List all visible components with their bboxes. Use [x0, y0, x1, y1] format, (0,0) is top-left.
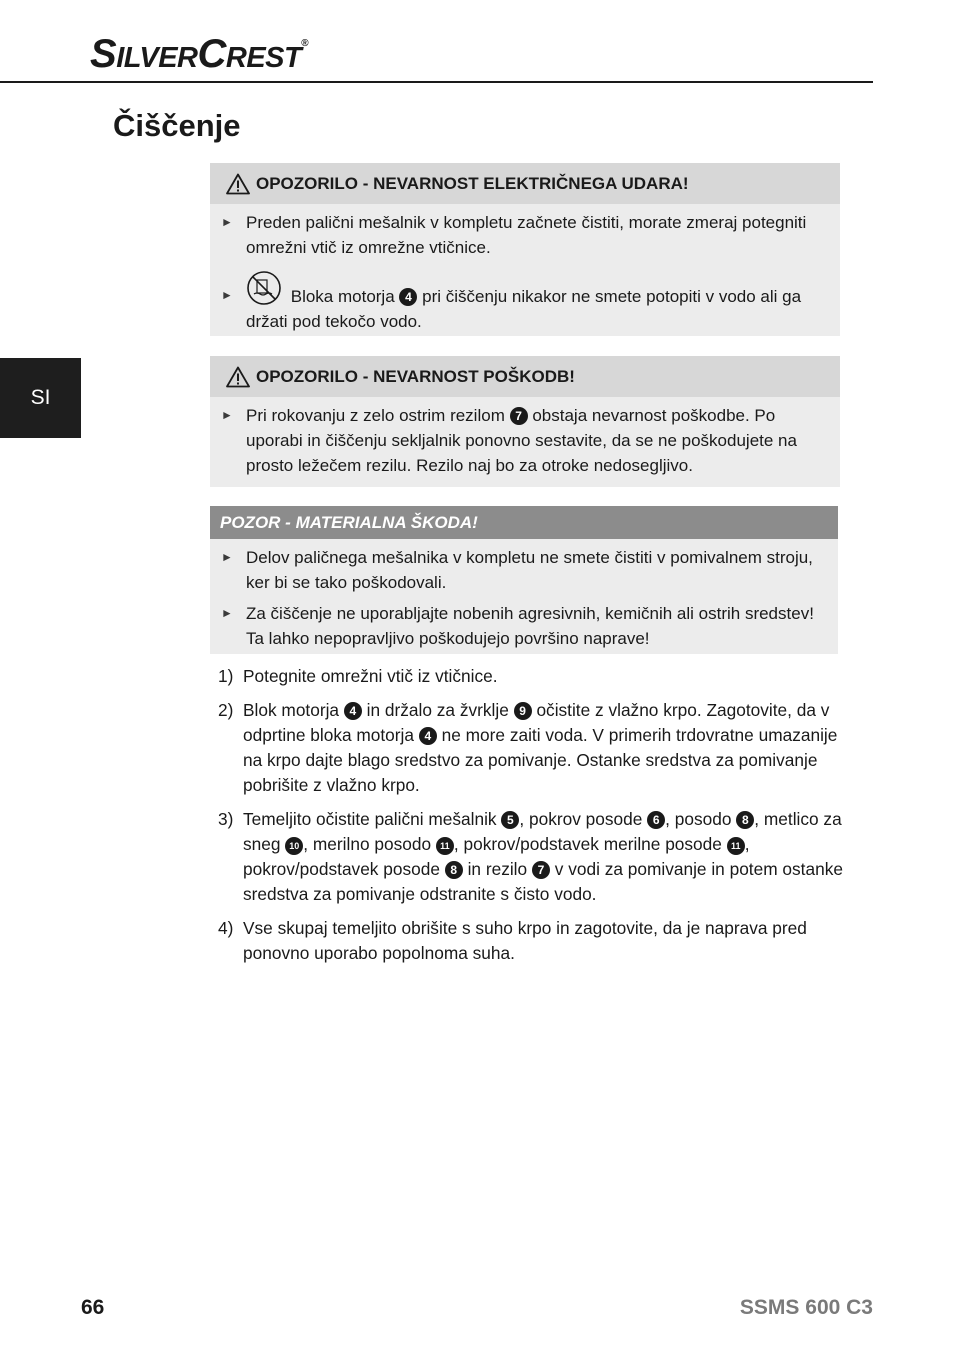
step-text: Potegnite omrežni vtič iz vtičnice. — [243, 666, 498, 686]
material-damage-caution-box — [210, 506, 838, 654]
bullet-arrow-icon: ► — [221, 215, 233, 229]
injury-warning-box — [210, 356, 840, 487]
caution-title: MATERIALNA ŠKODA! — [295, 512, 478, 532]
header-divider — [0, 81, 873, 83]
step-text: , pokrov/podstavek posode — [243, 834, 750, 879]
logo-letter: S — [90, 32, 117, 76]
caution-header — [210, 506, 838, 539]
part-number-badge: 10 — [285, 837, 303, 855]
model-name: SSMS 600 C3 — [739, 1296, 873, 1319]
part-number-badge: 5 — [501, 811, 519, 829]
list-item — [218, 807, 843, 907]
step-text: Blok motorja — [243, 700, 340, 720]
step-text: Temeljito očistite palični mešalnik — [243, 809, 497, 829]
bullet-text: obstaja nevarnost poškodbe. Po uporabi in čiščenju sekljalnik ponovno sestavite, da se ne poškodujete na prosto ležečem rezilu. Rezilo naj bo za otroke nedosegljivo. — [246, 406, 797, 475]
part-number-badge: 8 — [445, 861, 463, 879]
no-immersion-icon — [246, 270, 282, 306]
bullet-arrow-icon: ► — [221, 550, 233, 564]
warning-title: OPOZORILO - NEVARNOST POŠKODB! — [256, 366, 575, 386]
bullet-text: Za čiščenje ne uporabljajte nobenih agresivnih, kemičnih ali ostrih sredstev! Ta lahko nepopravljivo poškodujejo površino naprave! — [246, 604, 814, 648]
warning-triangle-icon — [226, 366, 250, 388]
caution-bullet — [210, 601, 838, 651]
page-number: 66 — [81, 1296, 105, 1319]
part-number-badge: 9 — [514, 702, 532, 720]
warning-bullet — [210, 210, 840, 260]
part-number-badge: 6 — [647, 811, 665, 829]
step-number: 1) — [218, 666, 234, 686]
caution-bullet — [210, 545, 838, 595]
logo-text: ILVER — [116, 42, 198, 74]
bullet-text: pri čiščenju nikakor ne smete potopiti v vodo ali ga držati pod tekočo vodo. — [246, 287, 802, 331]
part-number-badge: 7 — [532, 861, 550, 879]
logo-letter: C — [197, 32, 226, 76]
bullet-text: Pri rokovanju z zelo ostrim rezilom — [246, 406, 505, 425]
electric-shock-warning-box — [210, 163, 840, 336]
step-text: , pokrov posode — [519, 809, 643, 829]
part-number-badge: 11 — [436, 837, 454, 855]
part-number-badge: 4 — [419, 727, 437, 745]
step-text: , posodo — [665, 809, 732, 829]
bullet-text: Delov paličnega mešalnika v kompletu ne smete čistiti v pomivalnem stroju, ker bi se tako poškodovali. — [246, 548, 813, 592]
part-number-badge: 11 — [727, 837, 745, 855]
step-text: in rezilo — [467, 859, 528, 879]
step-text: ne more zaiti voda. V primerih trdovratne umazanije na krpo dajte blago sredstvo za pomivanje. Ostanke sredstva za pomivanje pobrišite z vlažno krpo. — [243, 725, 838, 795]
list-item — [218, 664, 843, 689]
part-number-badge: 7 — [510, 407, 528, 425]
bullet-arrow-icon: ► — [221, 288, 233, 302]
part-number-badge: 8 — [736, 811, 754, 829]
caution-title-prefix: POZOR - — [220, 512, 296, 532]
warning-bullet — [210, 403, 840, 478]
cleaning-steps-list — [218, 664, 843, 975]
page-title: Čiščenje — [113, 108, 241, 143]
bullet-text: Preden palični mešalnik v kompletu začnete čistiti, morate zmeraj potegniti omrežni vtič iz omrežne vtičnice. — [246, 213, 807, 257]
step-text: , pokrov/podstavek merilne posode — [453, 834, 722, 854]
registered-mark: ® — [301, 38, 309, 49]
step-number: 4) — [218, 918, 234, 938]
step-text: očistite z vlažno krpo. Zagotovite, da v odprtine bloka motorja — [243, 700, 830, 745]
language-tab — [0, 358, 81, 438]
bullet-text: Bloka motorja — [290, 287, 395, 306]
warning-header — [210, 356, 840, 397]
step-text: Vse skupaj temeljito obrišite s suho krpo in zagotovite, da je naprava pred ponovno uporabo popolnoma suha. — [243, 918, 807, 963]
step-number: 2) — [218, 700, 234, 720]
list-item — [218, 916, 843, 966]
language-label: SI — [30, 386, 51, 409]
warning-bullet — [210, 270, 840, 334]
step-text: , metlico za sneg — [243, 809, 842, 854]
brand-logo — [90, 32, 308, 77]
warning-header — [210, 163, 840, 204]
step-text: , merilno posodo — [303, 834, 432, 854]
logo-text: REST — [225, 42, 302, 74]
warning-triangle-icon — [226, 173, 250, 195]
step-number: 3) — [218, 809, 234, 829]
part-number-badge: 4 — [399, 288, 417, 306]
part-number-badge: 4 — [344, 702, 362, 720]
step-text: in držalo za žvrklje — [366, 700, 509, 720]
bullet-arrow-icon: ► — [221, 606, 233, 620]
bullet-arrow-icon: ► — [221, 408, 233, 422]
step-text: v vodi za pomivanje in potem ostanke sredstva za pomivanje odstranite s čisto vodo. — [243, 859, 843, 904]
list-item — [218, 698, 843, 798]
warning-title: OPOZORILO - NEVARNOST ELEKTRIČNEGA UDARA! — [256, 173, 689, 193]
